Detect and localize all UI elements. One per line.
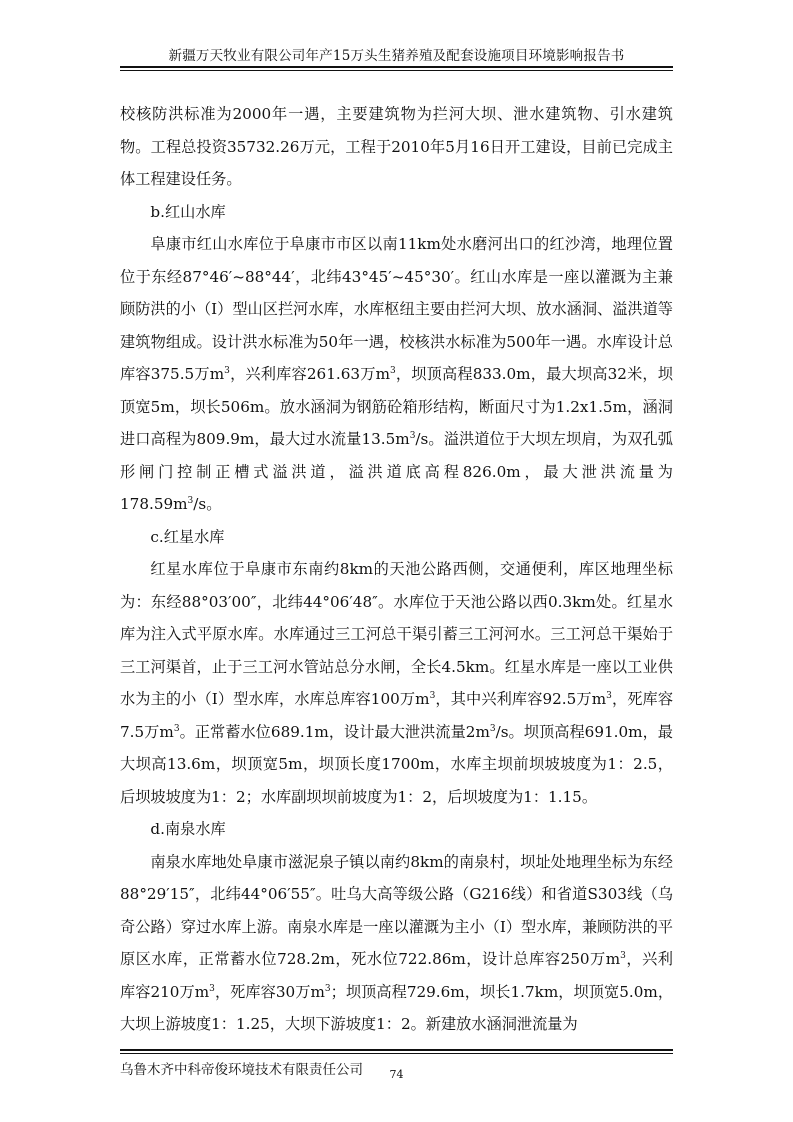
page-number: 74	[389, 1068, 404, 1081]
header-rule-thick	[120, 66, 673, 68]
footer-rule-thick	[120, 1049, 673, 1051]
paragraph-continuation: 校核防洪标准为2000年一遇，主要建筑物为拦河大坝、泄水建筑物、引水建筑物。工程总投资35732.26万元，工程于2010年5月16日开工建设，目前已完成主体工程建设任务。	[120, 105, 673, 188]
footer-company-name: 乌鲁木齐中科帝俊环境技术有限责任公司	[120, 1062, 363, 1078]
subheading-nanquan-reservoir: d.南泉水库	[150, 820, 226, 838]
header-rule-thin	[120, 70, 673, 71]
paragraph-nanquan-reservoir: 南泉水库地处阜康市滋泥泉子镇以南约8km的南泉村，坝址处地理坐标为东经88°29′15″，北纬44°06′55″。吐乌大高等级公路（G216线）和省道S303线（乌奇公路）穿过水库上游。南泉水库是一座以灌溉为主小（I）型水库，兼顾防洪的平原区水库，正常蓄水位728.2m，死水位722.86m，设计总库容250万$m^3$，兴利库容210万$m^3$，死库容30万$m^3$；坝顶高程729.6m，坝长1.7km，坝顶宽5.0m，大坝上游坡度1：1.25，大坝下游坡度1：2。新建放水涵洞泄流量为	[120, 852, 674, 1033]
subheading-hongxing-reservoir: c.红星水库	[150, 527, 225, 546]
paragraph-hongshan-reservoir: 阜康市红山水库位于阜康市市区以南11km处水磨河出口的红沙湾，地理位置位于东经87°46′~88°44′，北纬43°45′~45°30′。红山水库是一座以灌溉为主兼顾防洪的小（I）型山区拦河水库，水库枢纽主要由拦河大坝、放水涵洞、溢洪道等建筑物组成。设计洪水标准为50年一遇，校核洪水标准为500年一遇。水库设计总库容375.5万$m^3$，兴利库容261.63万$m^3$，坝顶高程833.0m，最大坝高32米，坝顶宽5m，坝长506m。放水涵洞为钢筋砼箱形结构，断面尺寸为1.2x1.5m，涵洞进口高程为809.9m，最大过水流量$13.5m^3/s$。溢洪道位于大坝左坝肩，为双孔弧形闸门控制正槽式溢洪道，溢洪道底高程826.0m，最大泄洪流量为$178.59m^3/s$。	[120, 235, 673, 513]
document-body	[120, 98, 673, 1041]
paragraph-hongxing-reservoir: 红星水库位于阜康市东南约8km的天池公路西侧，交通便利，库区地理坐标为：东经88°03′00″，北纬44°06′48″。水库位于天池公路以西0.3km处。红星水库为注入式平原水库。水库通过三工河总干渠引蓄三工河河水。三工河总干渠始于三工河渠首，止于三工河水管站总分水闸，全长4.5km。红星水库是一座以工业供水为主的小（I）型水库，水库总库容100万$m^3$，其中兴利库容92.5万$m^3$，死库容7.5万$m^3$。正常蓄水位689.1m，设计最大泄洪流量$2m^3/s$。坝顶高程691.0m，最大坝高13.6m，坝顶宽5m，坝顶长度1700m，水库主坝前坝坡坡度为1：2.5，后坝坡坡度为1：2；水库副坝坝前坡度为1：2，后坝坡度为1：1.15。	[120, 560, 674, 806]
subheading-hongshan-reservoir: b.红山水库	[150, 202, 226, 221]
footer-rule-thin	[120, 1053, 673, 1054]
page-header-title: 新疆万天牧业有限公司年产15万头生猪养殖及配套设施项目环境影响报告书	[168, 48, 625, 64]
